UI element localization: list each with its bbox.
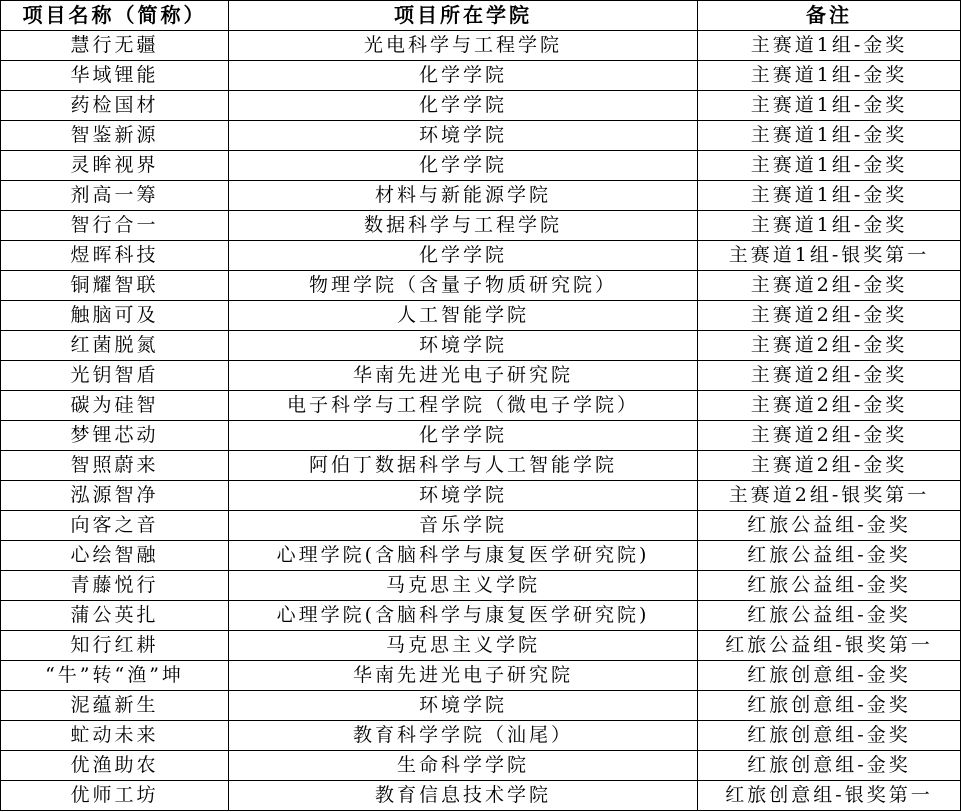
table-row [1, 661, 961, 691]
project-name-cell: 优师工坊 [1, 781, 229, 811]
remark-cell: 红旅公益组-金奖 [698, 541, 961, 571]
remark-cell: 红旅公益组-金奖 [698, 601, 961, 631]
project-name-cell: 药检国材 [1, 91, 229, 121]
project-name-cell: 泓源智净 [1, 481, 229, 511]
remark-cell: 主赛道2组-金奖 [698, 271, 961, 301]
table-body [1, 31, 961, 811]
table-row [1, 541, 961, 571]
college-cell: 华南先进光电子研究院 [229, 361, 698, 391]
college-cell: 阿伯丁数据科学与人工智能学院 [229, 451, 698, 481]
table-row [1, 361, 961, 391]
table-row [1, 691, 961, 721]
remark-cell: 红旅创意组-银奖第一 [698, 781, 961, 811]
remark-cell: 主赛道2组-金奖 [698, 331, 961, 361]
table-row [1, 601, 961, 631]
college-cell: 化学学院 [229, 241, 698, 271]
table-row [1, 421, 961, 451]
remark-cell: 主赛道2组-金奖 [698, 361, 961, 391]
college-cell: 环境学院 [229, 481, 698, 511]
college-cell: 化学学院 [229, 151, 698, 181]
header-college: 项目所在学院 [229, 1, 698, 31]
remark-cell: 红旅创意组-金奖 [698, 751, 961, 781]
college-cell: 材料与新能源学院 [229, 181, 698, 211]
table-row [1, 751, 961, 781]
college-cell: 生命科学学院 [229, 751, 698, 781]
remark-cell: 主赛道2组-金奖 [698, 451, 961, 481]
college-cell: 马克思主义学院 [229, 631, 698, 661]
project-name-cell: 梦锂芯动 [1, 421, 229, 451]
college-cell: 音乐学院 [229, 511, 698, 541]
table-row [1, 241, 961, 271]
header-row [1, 1, 961, 31]
project-name-cell: 碳为硅智 [1, 391, 229, 421]
table-row [1, 631, 961, 661]
college-cell: 人工智能学院 [229, 301, 698, 331]
table-row [1, 781, 961, 811]
project-name-cell: 红菌脱氮 [1, 331, 229, 361]
project-name-cell: 触脑可及 [1, 301, 229, 331]
project-name-cell: 智行合一 [1, 211, 229, 241]
table-row [1, 271, 961, 301]
project-name-cell: “牛”转“渔”坤 [1, 661, 229, 691]
table-row [1, 511, 961, 541]
table-row [1, 31, 961, 61]
table-row [1, 121, 961, 151]
college-cell: 华南先进光电子研究院 [229, 661, 698, 691]
project-name-cell: 向客之音 [1, 511, 229, 541]
table-row [1, 721, 961, 751]
remark-cell: 主赛道2组-金奖 [698, 391, 961, 421]
table-row [1, 481, 961, 511]
project-name-cell: 华域锂能 [1, 61, 229, 91]
table-row [1, 61, 961, 91]
remark-cell: 红旅创意组-金奖 [698, 661, 961, 691]
project-name-cell: 铜耀智联 [1, 271, 229, 301]
header-remark: 备注 [698, 1, 961, 31]
project-name-cell: 心绘智融 [1, 541, 229, 571]
table-row [1, 181, 961, 211]
college-cell: 化学学院 [229, 421, 698, 451]
college-cell: 电子科学与工程学院（微电子学院） [229, 391, 698, 421]
college-cell: 教育信息技术学院 [229, 781, 698, 811]
college-cell: 心理学院(含脑科学与康复医学研究院) [229, 601, 698, 631]
project-name-cell: 灵眸视界 [1, 151, 229, 181]
remark-cell: 红旅创意组-金奖 [698, 721, 961, 751]
table-row [1, 91, 961, 121]
project-name-cell: 泥蕴新生 [1, 691, 229, 721]
college-cell: 环境学院 [229, 121, 698, 151]
remark-cell: 主赛道1组-金奖 [698, 151, 961, 181]
table-row [1, 571, 961, 601]
remark-cell: 主赛道1组-金奖 [698, 91, 961, 121]
remark-cell: 红旅公益组-金奖 [698, 511, 961, 541]
remark-cell: 主赛道2组-银奖第一 [698, 481, 961, 511]
table-row [1, 151, 961, 181]
table-row [1, 301, 961, 331]
remark-cell: 红旅公益组-银奖第一 [698, 631, 961, 661]
table-row [1, 391, 961, 421]
table-row [1, 211, 961, 241]
remark-cell: 主赛道1组-金奖 [698, 61, 961, 91]
remark-cell: 主赛道1组-金奖 [698, 31, 961, 61]
remark-cell: 红旅公益组-金奖 [698, 571, 961, 601]
college-cell: 环境学院 [229, 691, 698, 721]
header-project-name: 项目名称（简称） [1, 1, 229, 31]
project-name-cell: 青藤悦行 [1, 571, 229, 601]
project-name-cell: 煜晖科技 [1, 241, 229, 271]
project-name-cell: 智鉴新源 [1, 121, 229, 151]
college-cell: 环境学院 [229, 331, 698, 361]
remark-cell: 主赛道1组-金奖 [698, 211, 961, 241]
project-name-cell: 知行红耕 [1, 631, 229, 661]
project-name-cell: 光钥智盾 [1, 361, 229, 391]
remark-cell: 主赛道1组-金奖 [698, 181, 961, 211]
remark-cell: 红旅创意组-金奖 [698, 691, 961, 721]
college-cell: 化学学院 [229, 91, 698, 121]
project-name-cell: 剂高一筹 [1, 181, 229, 211]
project-name-cell: 虻动未来 [1, 721, 229, 751]
project-name-cell: 优渔助农 [1, 751, 229, 781]
college-cell: 教育科学学院（汕尾） [229, 721, 698, 751]
table-row [1, 331, 961, 361]
college-cell: 心理学院(含脑科学与康复医学研究院) [229, 541, 698, 571]
remark-cell: 主赛道1组-金奖 [698, 121, 961, 151]
project-name-cell: 蒲公英扎 [1, 601, 229, 631]
remark-cell: 主赛道2组-金奖 [698, 301, 961, 331]
college-cell: 马克思主义学院 [229, 571, 698, 601]
college-cell: 物理学院（含量子物质研究院） [229, 271, 698, 301]
project-name-cell: 智照蔚来 [1, 451, 229, 481]
table-row [1, 451, 961, 481]
remark-cell: 主赛道2组-金奖 [698, 421, 961, 451]
college-cell: 光电科学与工程学院 [229, 31, 698, 61]
college-cell: 数据科学与工程学院 [229, 211, 698, 241]
college-cell: 化学学院 [229, 61, 698, 91]
remark-cell: 主赛道1组-银奖第一 [698, 241, 961, 271]
project-name-cell: 慧行无疆 [1, 31, 229, 61]
